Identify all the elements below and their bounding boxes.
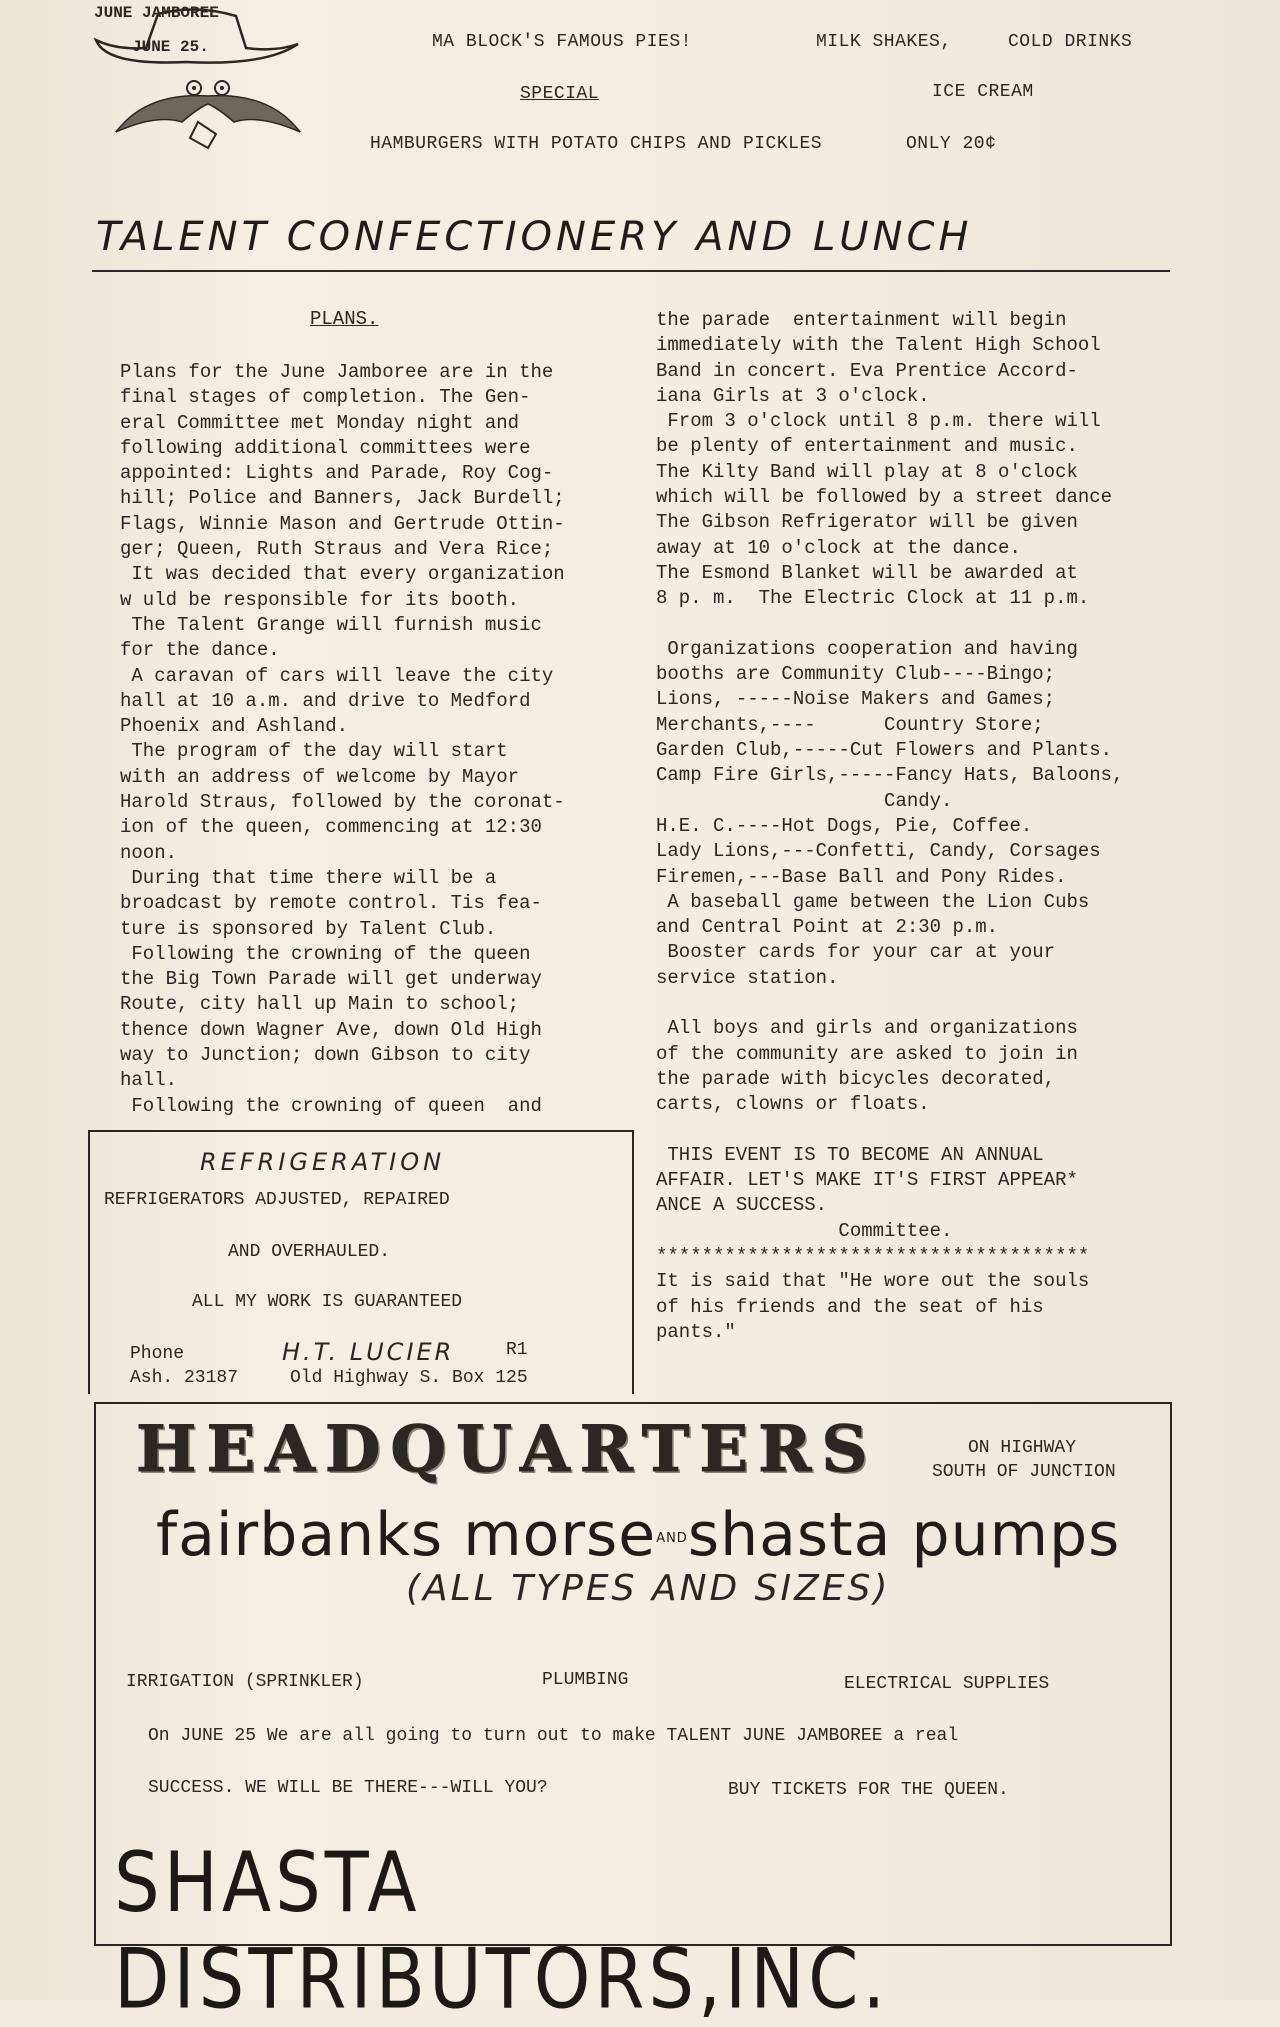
special-text: SPECIAL	[520, 84, 600, 104]
article-line: Harold Straus, followed by the coronat-	[120, 791, 565, 814]
logo-title: JUNE JAMBOREE	[94, 4, 219, 22]
article-line: **************************************	[656, 1244, 1090, 1267]
hamburgers-text: HAMBURGERS WITH POTATO CHIPS AND PICKLES	[370, 134, 823, 154]
headquarters-ad	[94, 1402, 1172, 2027]
article-line: AFFAIR. LET'S MAKE IT'S FIRST APPEAR*	[656, 1169, 1078, 1192]
article-line: It was decided that every organization	[120, 563, 565, 586]
article-line: Phoenix and Ashland.	[120, 715, 349, 738]
article-left-column	[120, 360, 565, 1119]
service-plumbing: PLUMBING	[542, 1670, 629, 1690]
service-electrical: ELECTRICAL SUPPLIES	[844, 1674, 1050, 1694]
service-irrigation: IRRIGATION (SPRINKLER)	[126, 1672, 364, 1692]
article-line: the parade with bicycles decorated,	[656, 1067, 1056, 1090]
refrigeration-title: REFRIGERATION	[200, 1148, 446, 1176]
article-line: Camp Fire Girls,-----Fancy Hats, Baloons,	[656, 764, 1124, 787]
article-line: with an address of welcome by Mayor	[120, 765, 520, 788]
article-line: H.E. C.----Hot Dogs, Pie, Coffee.	[656, 814, 1033, 837]
article-line: be plenty of entertainment and music.	[656, 435, 1078, 458]
title-rule	[92, 270, 1170, 272]
article-line: The Esmond Blanket will be awarded at	[656, 561, 1078, 584]
article-line: Booster cards for your car at your	[656, 941, 1056, 964]
article-line: hill; Police and Banners, Jack Burdell;	[120, 487, 565, 510]
article-line: of his friends and the seat of his	[656, 1295, 1044, 1318]
article-line: During that time there will be a	[120, 866, 497, 889]
pump-brands	[156, 1500, 1120, 1570]
article-line: Organizations cooperation and having	[656, 637, 1078, 660]
article-line: It is said that "He wore out the souls	[656, 1270, 1090, 1293]
brand-and: AND	[656, 1530, 688, 1546]
article-line: ANCE A SUCCESS.	[656, 1194, 828, 1217]
pies-text: MA BLOCK'S FAMOUS PIES!	[432, 32, 692, 52]
article-line: final stages of completion. The Gen-	[120, 386, 531, 409]
article-line: Following the crowning of the queen	[120, 942, 531, 965]
article-line: THIS EVENT IS TO BECOME AN ANNUAL	[656, 1143, 1044, 1166]
brand-fairbanks: fairbanks morse	[156, 1500, 657, 1570]
article-line: pants."	[656, 1320, 736, 1343]
article-line: Firemen,---Base Ball and Pony Rides.	[656, 865, 1067, 888]
refrigeration-ad	[88, 1130, 634, 1394]
brand-shasta: shasta pumps	[687, 1500, 1121, 1570]
article-line: Candy.	[656, 789, 953, 812]
address-text: Old Highway S. Box 125	[290, 1368, 528, 1388]
article-line: carts, clowns or floats.	[656, 1093, 930, 1116]
article-line: Lions, -----Noise Makers and Games;	[656, 688, 1056, 711]
article-line: The Talent Grange will furnish music	[120, 613, 542, 636]
jamboree-logo	[86, 4, 306, 154]
success-message: SUCCESS. WE WILL BE THERE---WILL YOU?	[148, 1778, 548, 1798]
article-line: the parade entertainment will begin	[656, 309, 1067, 331]
article-line: Plans for the June Jamboree are in the	[120, 361, 554, 383]
proprietor-name: H.T. LUCIER	[282, 1338, 455, 1366]
article-line: Flags, Winnie Mason and Gertrude Ottin-	[120, 512, 565, 535]
article-line: 8 p. m. The Electric Clock at 11 p.m.	[656, 587, 1090, 610]
location-line-1: ON HIGHWAY	[968, 1438, 1077, 1458]
article-line: following additional committees were	[120, 436, 531, 459]
route-number: R1	[506, 1340, 528, 1360]
article-line: hall.	[120, 1069, 178, 1092]
article-line: hall at 10 a.m. and drive to Medford	[120, 689, 531, 712]
article-line: booths are Community Club----Bingo;	[656, 663, 1056, 686]
article-line: The program of the day will start	[120, 740, 508, 763]
article-line: immediately with the Talent High School	[656, 334, 1101, 357]
refrigeration-line-2: AND OVERHAULED.	[228, 1242, 391, 1262]
article-line	[656, 612, 1123, 637]
refrigeration-line-1: REFRIGERATORS ADJUSTED, REPAIRED	[104, 1190, 450, 1210]
tickets-message: BUY TICKETS FOR THE QUEEN.	[728, 1780, 1009, 1800]
article-line: appointed: Lights and Parade, Roy Cog-	[120, 462, 554, 485]
article-line: the Big Town Parade will get underway	[120, 968, 542, 991]
article-line: ture is sponsored by Talent Club.	[120, 917, 497, 940]
article-line: A baseball game between the Lion Cubs	[656, 890, 1090, 913]
article-line: Committee.	[656, 1219, 953, 1242]
article-line: broadcast by remote control. Tis fea-	[120, 892, 542, 915]
ice-cream-text: ICE CREAM	[932, 82, 1034, 102]
price-text: ONLY 20¢	[906, 134, 997, 154]
article-line: All boys and girls and organizations	[656, 1017, 1078, 1040]
article-line	[656, 1118, 1123, 1143]
shakes-text: MILK SHAKES,	[816, 32, 952, 52]
article-line: away at 10 o'clock at the dance.	[656, 536, 1021, 559]
article-line: of the community are asked to join in	[656, 1042, 1078, 1065]
business-name: TALENT CONFECTIONERY AND LUNCH	[96, 214, 973, 260]
article-line: The Gibson Refrigerator will be given	[656, 511, 1078, 534]
phone-label: Phone	[130, 1344, 185, 1364]
sheriff-hat-mustache-icon	[86, 4, 306, 154]
article-line: Lady Lions,---Confetti, Candy, Corsages	[656, 840, 1101, 863]
article-line: service station.	[656, 966, 839, 989]
article-line: which will be followed by a street dance	[656, 486, 1113, 509]
location-line-2: SOUTH OF JUNCTION	[932, 1462, 1116, 1482]
article-line: w uld be responsible for its booth.	[120, 588, 520, 611]
article-line: ger; Queen, Ruth Straus and Vera Rice;	[120, 538, 554, 561]
refrigeration-line-3: ALL MY WORK IS GUARANTEED	[192, 1292, 463, 1312]
article-right-column	[656, 308, 1123, 1345]
article-line: From 3 o'clock until 8 p.m. there will	[656, 410, 1101, 433]
headquarters-title: HEADQUARTERS	[136, 1412, 878, 1487]
article-line: for the dance.	[120, 639, 280, 662]
article-line: Merchants,---- Country Store;	[656, 713, 1044, 736]
article-line: Band in concert. Eva Prentice Accord-	[656, 359, 1078, 382]
article-line: Garden Club,-----Cut Flowers and Plants.	[656, 739, 1113, 762]
article-line: Following the crowning of queen and	[120, 1094, 542, 1117]
article-line: eral Committee met Monday night and	[120, 411, 520, 434]
types-and-sizes: (ALL TYPES AND SIZES)	[406, 1568, 891, 1609]
article-line: noon.	[120, 841, 178, 864]
article-line: and Central Point at 2:30 p.m.	[656, 916, 999, 939]
logo-date: JUNE 25.	[132, 38, 209, 56]
article-line: The Kilty Band will play at 8 o'clock	[656, 460, 1078, 483]
article-line: thence down Wagner Ave, down Old High	[120, 1018, 542, 1041]
article-heading: PLANS.	[310, 308, 379, 330]
article-line	[656, 991, 1123, 1016]
article-line: Route, city hall up Main to school;	[120, 993, 520, 1016]
article-line: A caravan of cars will leave the city	[120, 664, 554, 687]
phone-number: Ash. 23187	[130, 1368, 239, 1388]
article-line: way to Junction; down Gibson to city	[120, 1044, 531, 1067]
jamboree-message: On JUNE 25 We are all going to turn out to make TALENT JUNE JAMBOREE a real	[148, 1726, 959, 1746]
article-line: ion of the queen, commencing at 12:30	[120, 816, 542, 839]
article-line: iana Girls at 3 o'clock.	[656, 384, 930, 407]
company-name: SHASTA DISTRIBUTORS,INC.	[114, 1834, 890, 2027]
cold-drinks-text: COLD DRINKS	[1008, 32, 1133, 52]
